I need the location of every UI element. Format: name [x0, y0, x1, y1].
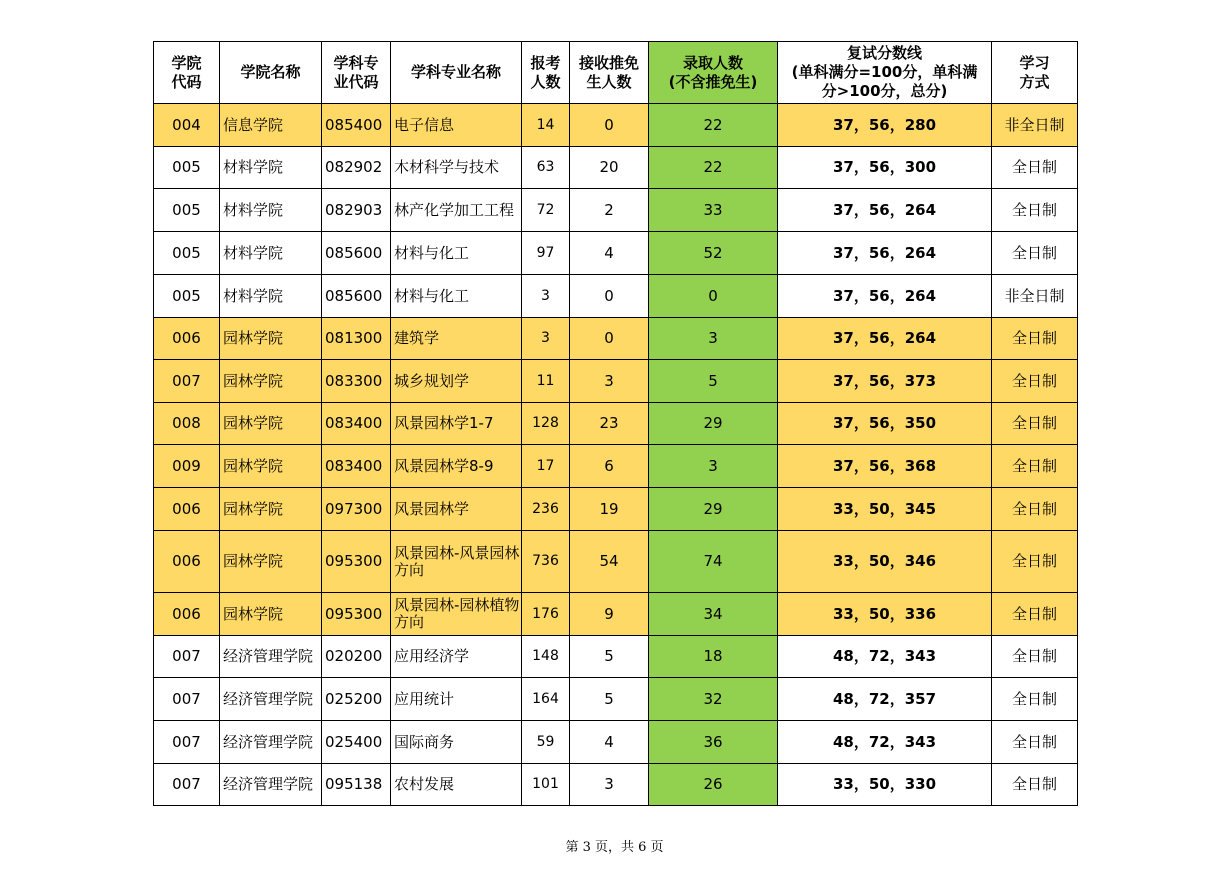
cell-college-name: 园林学院: [220, 360, 322, 403]
cell-college-code: 007: [154, 721, 220, 764]
cell-major-code: 020200: [322, 636, 391, 678]
cell-study-mode: 全日制: [992, 678, 1078, 721]
cell-recommended: 54: [570, 531, 649, 593]
cell-college-name: 材料学院: [220, 275, 322, 318]
cell-major-code: 085400: [322, 104, 391, 147]
cell-college-code: 005: [154, 189, 220, 232]
cell-recommended: 6: [570, 445, 649, 488]
cell-college-name: 园林学院: [220, 445, 322, 488]
header-study-mode: 学习 方式: [992, 42, 1078, 104]
cell-major-name: 风景园林-园林植物方向: [391, 593, 522, 636]
cell-score-line: 33，50，330: [778, 764, 992, 806]
cell-applicants: 164: [522, 678, 570, 721]
cell-college-code: 005: [154, 232, 220, 275]
cell-college-name: 材料学院: [220, 232, 322, 275]
cell-major-name: 应用经济学: [391, 636, 522, 678]
table-row: [154, 147, 1078, 189]
cell-college-name: 经济管理学院: [220, 764, 322, 806]
table-row: [154, 531, 1078, 593]
cell-major-code: 095300: [322, 531, 391, 593]
table-row: [154, 764, 1078, 806]
cell-admitted: 18: [649, 636, 778, 678]
cell-major-name: 材料与化工: [391, 232, 522, 275]
cell-major-code: 081300: [322, 318, 391, 360]
cell-admitted: 34: [649, 593, 778, 636]
header-major-name: 学科专业名称: [391, 42, 522, 104]
cell-college-code: 006: [154, 593, 220, 636]
cell-applicants: 3: [522, 275, 570, 318]
cell-recommended: 4: [570, 721, 649, 764]
cell-college-name: 经济管理学院: [220, 721, 322, 764]
cell-applicants: 97: [522, 232, 570, 275]
cell-major-name: 建筑学: [391, 318, 522, 360]
cell-study-mode: 全日制: [992, 636, 1078, 678]
table-body: [154, 104, 1078, 806]
cell-college-code: 007: [154, 636, 220, 678]
cell-admitted: 29: [649, 403, 778, 445]
cell-recommended: 3: [570, 764, 649, 806]
cell-college-code: 006: [154, 488, 220, 531]
cell-major-name: 城乡规划学: [391, 360, 522, 403]
cell-college-name: 经济管理学院: [220, 636, 322, 678]
cell-admitted: 22: [649, 147, 778, 189]
cell-score-line: 37，56，264: [778, 318, 992, 360]
cell-major-code: 095300: [322, 593, 391, 636]
header-applicants: 报考 人数: [522, 42, 570, 104]
cell-recommended: 5: [570, 678, 649, 721]
cell-study-mode: 全日制: [992, 531, 1078, 593]
header-college-code: 学院 代码: [154, 42, 220, 104]
cell-applicants: 59: [522, 721, 570, 764]
cell-recommended: 9: [570, 593, 649, 636]
table-row: [154, 360, 1078, 403]
cell-study-mode: 全日制: [992, 189, 1078, 232]
cell-study-mode: 全日制: [992, 403, 1078, 445]
table-row: [154, 403, 1078, 445]
admission-table: [153, 41, 1078, 806]
cell-college-name: 信息学院: [220, 104, 322, 147]
cell-major-code: 082902: [322, 147, 391, 189]
cell-score-line: 48，72，357: [778, 678, 992, 721]
table-row: [154, 488, 1078, 531]
cell-recommended: 20: [570, 147, 649, 189]
cell-admitted: 74: [649, 531, 778, 593]
cell-admitted: 5: [649, 360, 778, 403]
cell-major-name: 林产化学加工工程: [391, 189, 522, 232]
cell-score-line: 37，56，280: [778, 104, 992, 147]
cell-admitted: 36: [649, 721, 778, 764]
cell-major-name: 电子信息: [391, 104, 522, 147]
cell-score-line: 37，56，300: [778, 147, 992, 189]
cell-admitted: 52: [649, 232, 778, 275]
header-recommended: 接收推免 生人数: [570, 42, 649, 104]
cell-admitted: 26: [649, 764, 778, 806]
cell-admitted: 0: [649, 275, 778, 318]
cell-score-line: 37，56，368: [778, 445, 992, 488]
cell-college-code: 005: [154, 275, 220, 318]
cell-college-code: 005: [154, 147, 220, 189]
cell-college-name: 园林学院: [220, 488, 322, 531]
cell-applicants: 11: [522, 360, 570, 403]
cell-major-code: 095138: [322, 764, 391, 806]
cell-major-code: 025400: [322, 721, 391, 764]
table-row: [154, 445, 1078, 488]
cell-major-code: 083300: [322, 360, 391, 403]
cell-study-mode: 全日制: [992, 360, 1078, 403]
cell-applicants: 236: [522, 488, 570, 531]
page-footer: 第 3 页，共 6 页: [565, 840, 664, 855]
cell-score-line: 37，56，264: [778, 189, 992, 232]
cell-college-name: 园林学院: [220, 531, 322, 593]
cell-admitted: 3: [649, 445, 778, 488]
cell-study-mode: 非全日制: [992, 275, 1078, 318]
cell-major-name: 风景园林学8-9: [391, 445, 522, 488]
cell-college-code: 009: [154, 445, 220, 488]
cell-applicants: 101: [522, 764, 570, 806]
table-row: [154, 189, 1078, 232]
cell-college-code: 006: [154, 531, 220, 593]
cell-admitted: 33: [649, 189, 778, 232]
cell-applicants: 736: [522, 531, 570, 593]
cell-applicants: 17: [522, 445, 570, 488]
cell-admitted: 22: [649, 104, 778, 147]
cell-major-code: 085600: [322, 275, 391, 318]
cell-major-name: 木材科学与技术: [391, 147, 522, 189]
cell-college-name: 园林学院: [220, 403, 322, 445]
cell-college-code: 008: [154, 403, 220, 445]
cell-recommended: 4: [570, 232, 649, 275]
cell-college-name: 园林学院: [220, 318, 322, 360]
cell-admitted: 32: [649, 678, 778, 721]
cell-major-code: 083400: [322, 403, 391, 445]
cell-major-name: 材料与化工: [391, 275, 522, 318]
cell-score-line: 37，56，373: [778, 360, 992, 403]
table-row: [154, 104, 1078, 147]
cell-recommended: 0: [570, 104, 649, 147]
cell-major-name: 国际商务: [391, 721, 522, 764]
cell-applicants: 3: [522, 318, 570, 360]
header-admitted: 录取人数 (不含推免生): [649, 42, 778, 104]
cell-college-name: 经济管理学院: [220, 678, 322, 721]
table-row: [154, 636, 1078, 678]
cell-applicants: 148: [522, 636, 570, 678]
cell-recommended: 2: [570, 189, 649, 232]
cell-score-line: 37，56，264: [778, 275, 992, 318]
cell-major-name: 风景园林学1-7: [391, 403, 522, 445]
cell-college-code: 007: [154, 678, 220, 721]
cell-score-line: 33，50，346: [778, 531, 992, 593]
header-college-name: 学院名称: [220, 42, 322, 104]
cell-major-name: 风景园林-风景园林方向: [391, 531, 522, 593]
cell-major-code: 097300: [322, 488, 391, 531]
cell-recommended: 19: [570, 488, 649, 531]
cell-score-line: 33，50，345: [778, 488, 992, 531]
cell-admitted: 29: [649, 488, 778, 531]
cell-applicants: 72: [522, 189, 570, 232]
cell-college-code: 007: [154, 764, 220, 806]
header-major-code: 学科专 业代码: [322, 42, 391, 104]
table-row: [154, 275, 1078, 318]
cell-major-code: 082903: [322, 189, 391, 232]
cell-applicants: 176: [522, 593, 570, 636]
table-row: [154, 318, 1078, 360]
cell-study-mode: 全日制: [992, 318, 1078, 360]
cell-study-mode: 全日制: [992, 764, 1078, 806]
cell-score-line: 48，72，343: [778, 721, 992, 764]
cell-study-mode: 全日制: [992, 232, 1078, 275]
cell-recommended: 0: [570, 275, 649, 318]
cell-recommended: 5: [570, 636, 649, 678]
header-score-line: 复试分数线 (单科满分=100分，单科满 分>100分，总分): [778, 42, 992, 104]
cell-college-code: 006: [154, 318, 220, 360]
header-row: [154, 42, 1078, 104]
table-row: [154, 678, 1078, 721]
cell-study-mode: 非全日制: [992, 104, 1078, 147]
table-row: [154, 232, 1078, 275]
cell-college-name: 园林学院: [220, 593, 322, 636]
table-row: [154, 593, 1078, 636]
cell-major-name: 应用统计: [391, 678, 522, 721]
cell-study-mode: 全日制: [992, 147, 1078, 189]
cell-admitted: 3: [649, 318, 778, 360]
cell-recommended: 23: [570, 403, 649, 445]
cell-score-line: 37，56，264: [778, 232, 992, 275]
cell-applicants: 14: [522, 104, 570, 147]
cell-major-code: 085600: [322, 232, 391, 275]
cell-study-mode: 全日制: [992, 445, 1078, 488]
cell-score-line: 48，72，343: [778, 636, 992, 678]
cell-major-code: 083400: [322, 445, 391, 488]
cell-major-name: 风景园林学: [391, 488, 522, 531]
cell-score-line: 37，56，350: [778, 403, 992, 445]
cell-score-line: 33，50，336: [778, 593, 992, 636]
cell-applicants: 128: [522, 403, 570, 445]
cell-recommended: 0: [570, 318, 649, 360]
cell-applicants: 63: [522, 147, 570, 189]
cell-major-code: 025200: [322, 678, 391, 721]
cell-college-name: 材料学院: [220, 189, 322, 232]
cell-college-code: 004: [154, 104, 220, 147]
table-row: [154, 721, 1078, 764]
cell-study-mode: 全日制: [992, 488, 1078, 531]
cell-college-code: 007: [154, 360, 220, 403]
cell-recommended: 3: [570, 360, 649, 403]
cell-study-mode: 全日制: [992, 593, 1078, 636]
cell-study-mode: 全日制: [992, 721, 1078, 764]
cell-college-name: 材料学院: [220, 147, 322, 189]
cell-major-name: 农村发展: [391, 764, 522, 806]
